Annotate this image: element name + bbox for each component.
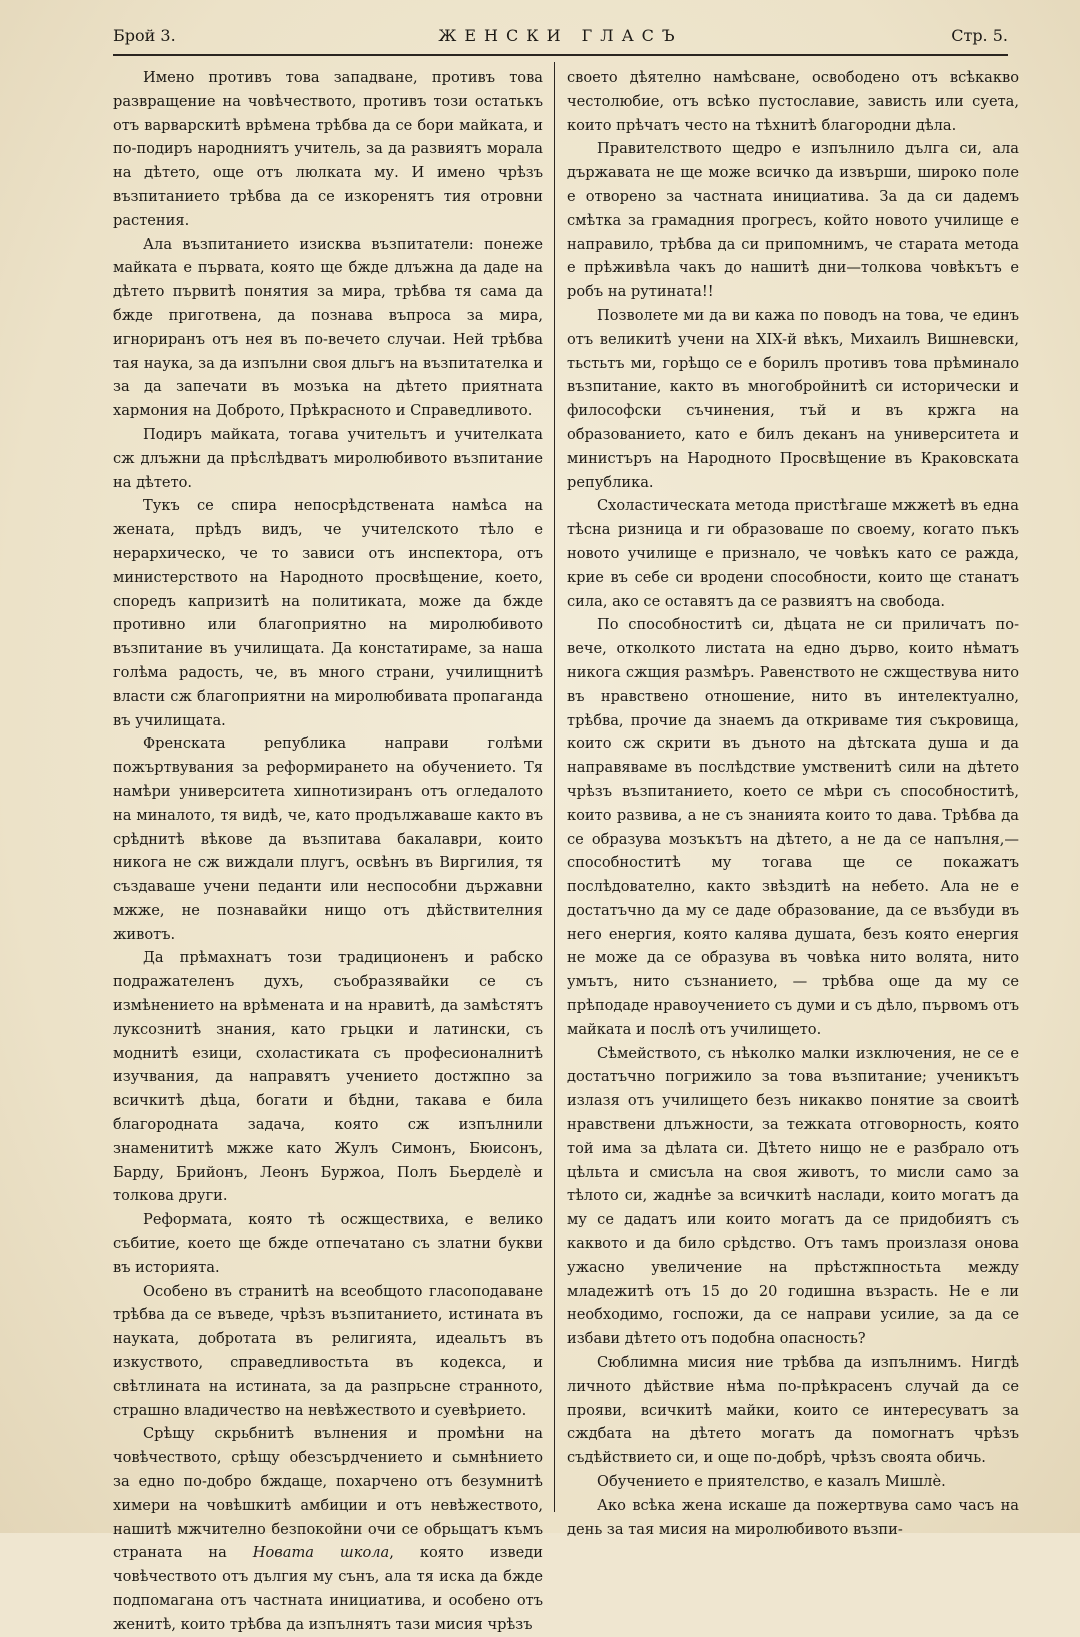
issue-number: Брой 3. [113, 26, 176, 45]
column-divider [554, 62, 555, 1512]
paragraph: Френската република направи голѣми пожъртвувания за реформирането на обучението. Тя намѣри университета хипнотизиранъ отъ огледалото на миналото, тя видѣ, че, като продължаваше както въ срѣднитѣ вѣкове да възпитава бакалаври, които никога не сж виждали плугъ, освѣнъ въ Виргилия, тя създаваше учени педанти или неспособни държавни мжже, не познавайки нищо отъ дѣйствителния животъ. [113, 735, 543, 943]
left-column [113, 66, 543, 1637]
paragraph: Ала възпитанието изисква възпитатели: понеже майката е първата, която ще бжде длъжна да даде на дѣтето първитѣ понятия за мира, трѣбва тя сама да бжде приготвена, да познава въпроса за мира, игнориранъ отъ нея въ по-вечето случаи. Ней трѣбва тая наука, за да изпълни своя дльгъ на възпитателка и за да запечати въ мозъка на дѣтето приятната хармония на Доброто, Прѣкрасното и Справедливото. [113, 235, 543, 420]
paragraph: Имено противъ това западване, противъ това развращение на човѣчеството, противъ този остатькъ отъ варварскитѣ врѣмена трѣбва да се бори майката, и по-подиръ народниятъ учитель, за да развиятъ морала на дѣтето, още отъ люлката му. И имено чрѣзъ възпитанието трѣбва да се изкоренятъ тия отровни растения. [113, 69, 543, 229]
paragraph: Тукъ се спира непосрѣдствената намѣса на жената, прѣдъ видъ, че учителското тѣло е нерархическо, че то зависи отъ инспектора, отъ министерството на Народното просвѣщение, което, споредъ капризитѣ на политиката, може да бжде противно или благоприятно на миролюбивото възпитание въ училищата. Да констатираме, за наша голѣма радость, че, въ много страни, училищнитѣ власти сж благоприятни на миролюбивата пропаганда въ училищата. [113, 497, 543, 729]
paragraph: Правителството щедро е изпълнило дълга си, ала държавата не ще може всичко да извърши, широко поле е отворено за частната инициатива. За да си дадемъ смѣтка за грамадния прогресъ, който новото училище е направило, трѣбва да си припомнимъ, че старата метода е прѣживѣла чакъ до нашитѣ дни—толкова човѣкътъ е робъ на рутината!! [567, 140, 1019, 301]
paragraph: Ако всѣка жена искаше да пожертвува само часъ на день за тая мисия на миролюбивото възпи- [567, 1496, 1019, 1538]
paragraph: Сюблимна мисия ние трѣбва да изпълнимъ. Нигдѣ личното дѣйствие нѣма по-прѣкрасенъ случай да се прояви, всичкитѣ майки, които се интересуватъ за сждбата на дѣтето могатъ да помогнатъ чрѣзъ съдѣйствието си, и още по-добрѣ, чрѣзъ своята обичь. [567, 1354, 1019, 1467]
paragraph: Да прѣмахнатъ този традиционенъ и рабско подражателенъ духъ, съобразявайки се съ измѣнението на врѣмената и на нравитѣ, да замѣстятъ луксознитѣ знания, като грьцки и латински, съ моднитѣ езици, схоластиката съ професионалнитѣ изучвания, да направятъ учението достжпно за всичкитѣ дѣца, богати и бѣдни, такава е била благородната задача, която сж изпълнили знаменититѣ мжже като Жулъ Симонъ, Бюисонъ, Барду, Брийонъ, Леонъ Буржоа, Полъ Бьерделè и толкова други. [113, 949, 543, 1205]
paragraph-continued: своето дѣятелно намѣсване, освободено отъ всѣкакво честолюбие, отъ всѣко пустославие, зависть или суета, които прѣчатъ често на тѣхнитѣ благородни дѣла. [567, 69, 1019, 134]
paragraph: Сѣмейството, съ нѣколко малки изключения, не се е достатъчно погрижило за това възпитание; ученикътъ излазя отъ училището безъ никакво понятие за своитѣ нравствени длъжности, за тежката отговорность, която той има за дѣлата си. Дѣтето нищо не е разбрало отъ цѣльта и смисъла на своя животъ, то мисли само за тѣлото си, жаднѣе за всичкитѣ наслади, които могатъ да му се дадатъ или които могатъ да се придобиятъ съ каквото и да било срѣдство. Отъ тамъ произлазя онова ужасно увеличение на прѣстжпностьта между младежитѣ отъ 15 до 20 годишна възрасть. Не е ли необходимо, госпожи, да се направи усилие, за да се избави дѣтето отъ подобна опасность? [567, 1044, 1019, 1348]
paragraph [113, 1422, 543, 1636]
paragraph: Особено въ странитѣ на всеобщото гласоподаване трѣбва да се въведе, чрѣзъ възпитанието, истината въ науката, добротата въ религията, идеальтъ въ изкуството, справедливостьта въ кодекса, и свѣтлината на истината, за да разпрьсне странното, страшно владичество на невѣжеството и суевѣрието. [113, 1282, 543, 1419]
paragraph-text: Срѣщу скрьбнитѣ вълнения и промѣни на човѣчеството, срѣщу обезсърдчението и сьмнѣнието за едно по-добро бждаще, похарчено отъ безумнитѣ химери на човѣшкитѣ амбиции и отъ невѣжеството, нашитѣ мжчително безпокойни очи се обрьщатъ къмъ страната на [113, 1425, 543, 1562]
publication-title: ЖЕНСКИ ГЛАСЪ [438, 26, 683, 45]
page-header [113, 20, 1008, 56]
paragraph: По способноститѣ си, дѣцата не си приличатъ по-вече, отколкото листата на едно дърво, които нѣматъ никога сжщия размѣръ. Равенството не сжществува нито въ нравствено отношение, нито въ интелектуално, трѣбва, прочие да знаемъ да откриваме тия съкровища, които сж скрити въ дъното на дѣтската душа и да направяваме въ послѣдствие умственитѣ сили на дѣтето чрѣзъ възпитанието, което се мѣри съ способноститѣ, които развива, а не съ знанията които то дава. Трѣбва да се образува мозъкътъ на дѣтето, а не да се напълня,—способноститѣ му тогава ще се покажатъ послѣдователно, както звѣздитѣ на небето. Ала не е достатъчно да му се даде образование, да се възбуди въ него енергия, която калява душата, безъ която енергия не може да се образува въ човѣка нито волята, нито умътъ, нито съзнанието, — трѣбва още да му се прѣподаде нравоучението съ думи и съ дѣло, първомъ отъ майката и послѣ отъ училището. [567, 616, 1019, 1038]
paragraph: Подиръ майката, тогава учительтъ и учителката сж длъжни да прѣслѣдватъ миролюбивото възпитание на дѣтето. [113, 425, 543, 491]
paragraph: Реформата, която тѣ осжществиха, е велико събитие, което ще бжде отпечатано съ златни букви въ историята. [113, 1211, 543, 1276]
right-column [567, 66, 1019, 1541]
paragraph-text: , която изведи човѣчеството отъ дългия му сънъ, ала тя иска да бжде подпомагана отъ частната инициатива, и особено отъ женитѣ, които трѣбва да изпълнятъ тази мисия чрѣзъ [113, 1544, 543, 1633]
new-school-title: Новата школа [252, 1544, 390, 1562]
page-number: Стр. 5. [951, 26, 1008, 45]
paragraph: Обучението е приятелство, е казалъ Мишлè. [597, 1473, 946, 1491]
paragraph: Позволете ми да ви кажа по поводъ на това, че единъ отъ великитѣ учени на XIX-й вѣкъ, Михаилъ Вишневски, тьстьтъ ми, горѣщо се е борилъ противъ това прѣминало възпитание, както въ многобройнитѣ си исторически и философски съчинения, тъй и въ кржга на образованието, като е билъ деканъ на университета и министъръ на Народното Просвѣщение въ Краковската република. [567, 306, 1019, 491]
paragraph: Схоластическата метода пристѣгаше мжжетѣ въ една тѣсна ризница и ги образоваше по своему, когато пъкъ новото училище е признало, че човѣкъ като се ражда, крие въ себе си вродени способности, които ще станатъ сила, ако се оставятъ да се развиятъ на свобода. [567, 497, 1019, 610]
